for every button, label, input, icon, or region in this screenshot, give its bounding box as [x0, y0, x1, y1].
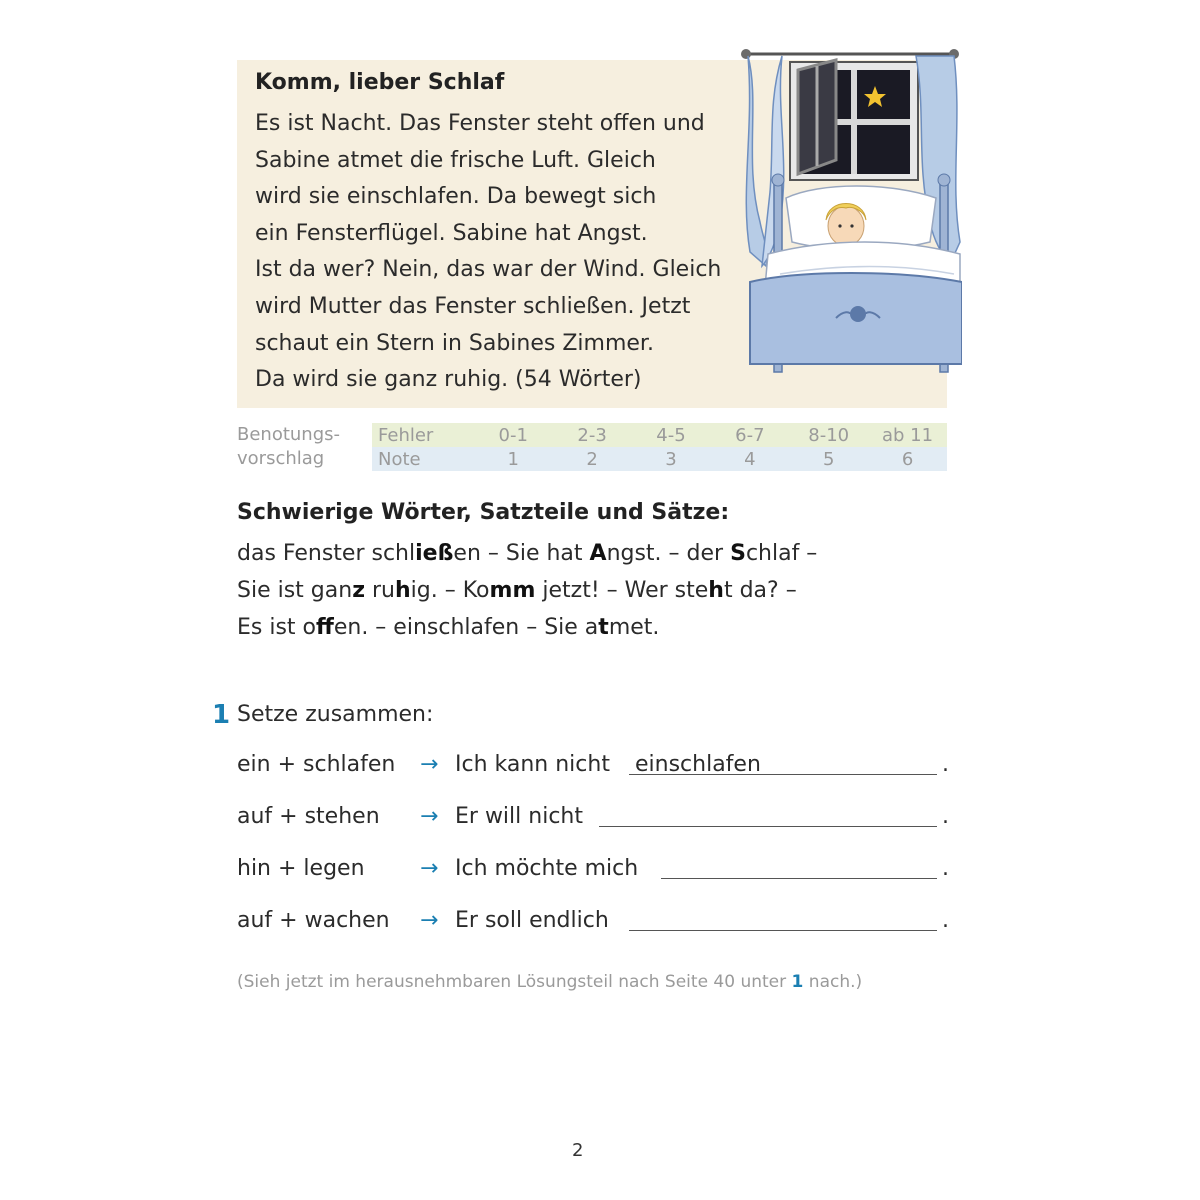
word-parts: auf + stehen: [237, 804, 380, 829]
word-parts: hin + legen: [237, 856, 365, 881]
task-row: [237, 908, 949, 942]
grading-cell: ab 11: [882, 424, 934, 446]
answer-blank[interactable]: [599, 826, 937, 827]
grading-row-head: Fehler: [378, 424, 434, 446]
task-sentence: Er soll endlich: [455, 908, 609, 933]
grading-cell: 8-10: [808, 424, 850, 446]
difficult-words-title: Schwierige Wörter, Satzteile und Sätze:: [237, 500, 730, 525]
difficult-words-line: das Fenster schließen – Sie hat Angst. – der Schlaf –: [237, 541, 818, 566]
grading-row-errors: [372, 423, 947, 447]
grading-cell: 2: [586, 448, 598, 470]
grading-row-head: Note: [378, 448, 421, 470]
story-line: schaut ein Stern in Sabines Zimmer.: [255, 330, 654, 356]
story-line: wird Mutter das Fenster schließen. Jetzt: [255, 293, 691, 319]
answer-blank[interactable]: [629, 930, 937, 931]
sentence-period: .: [942, 804, 949, 829]
grading-cell: 4: [744, 448, 756, 470]
sentence-period: .: [942, 752, 949, 777]
grading-label-line: vorschlag: [237, 448, 325, 469]
task-title: Setze zusammen:: [237, 702, 434, 727]
solution-hint: [237, 972, 862, 992]
sentence-period: .: [942, 856, 949, 881]
task-row: [237, 752, 949, 786]
story-line: Ist da wer? Nein, das war der Wind. Gleich: [255, 257, 722, 283]
task-sentence: Ich möchte mich: [455, 856, 639, 881]
difficult-words-text: [237, 535, 817, 646]
sentence-period: .: [942, 908, 949, 933]
arrow-icon: →: [420, 752, 439, 777]
grading-row-grades: [372, 447, 947, 471]
grading-label: [237, 423, 340, 471]
task-sentence: Ich kann nicht: [455, 752, 610, 777]
hint-task-number: 1: [791, 972, 804, 992]
grading-cell: 1: [507, 448, 519, 470]
hint-text: (Sieh jetzt im herausnehmbaren Lösungsteil nach Seite 40 unter: [237, 972, 792, 992]
hint-text: nach.): [803, 972, 863, 992]
story-title: Komm, lieber Schlaf: [255, 70, 505, 95]
difficult-words-line: Es ist offen. – einschlafen – Sie atmet.: [237, 615, 660, 640]
task-row: [237, 856, 949, 890]
grading-cell: 6-7: [735, 424, 765, 446]
difficult-words-line: Sie ist ganz ruhig. – Komm jetzt! – Wer steht da? –: [237, 578, 797, 603]
grading-cell: 5: [822, 448, 835, 470]
word-parts: auf + wachen: [237, 908, 390, 933]
answer-text: einschlafen: [635, 752, 761, 777]
story-line: Es ist Nacht. Das Fenster steht offen und: [255, 111, 705, 136]
task-row: [237, 804, 949, 838]
grading-cell: 3: [665, 448, 677, 470]
story-line: wird sie einschlafen. Da bewegt sich: [255, 184, 657, 210]
answer-blank[interactable]: [661, 878, 937, 879]
task-number: 1: [212, 700, 231, 730]
grading-cell: 2-3: [577, 424, 607, 446]
night-bedroom-illustration: [740, 42, 962, 374]
page-number: 2: [572, 1140, 584, 1161]
grading-cell: 6: [901, 448, 914, 470]
story-text: [255, 106, 755, 399]
grading-cell: 0-1: [498, 424, 528, 446]
grading-cell: 4-5: [656, 424, 686, 446]
story-line: ein Fensterflügel. Sabine hat Angst.: [255, 220, 648, 246]
grading-label-line: Benotungs-: [237, 424, 341, 445]
word-parts: ein + schlafen: [237, 752, 396, 777]
arrow-icon: →: [420, 856, 439, 881]
arrow-icon: →: [420, 908, 439, 933]
story-line: Sabine atmet die frische Luft. Gleich: [255, 147, 656, 173]
arrow-icon: →: [420, 804, 439, 829]
story-line: Da wird sie ganz ruhig. (54 Wörter): [255, 367, 642, 393]
task-sentence: Er will nicht: [455, 804, 583, 829]
